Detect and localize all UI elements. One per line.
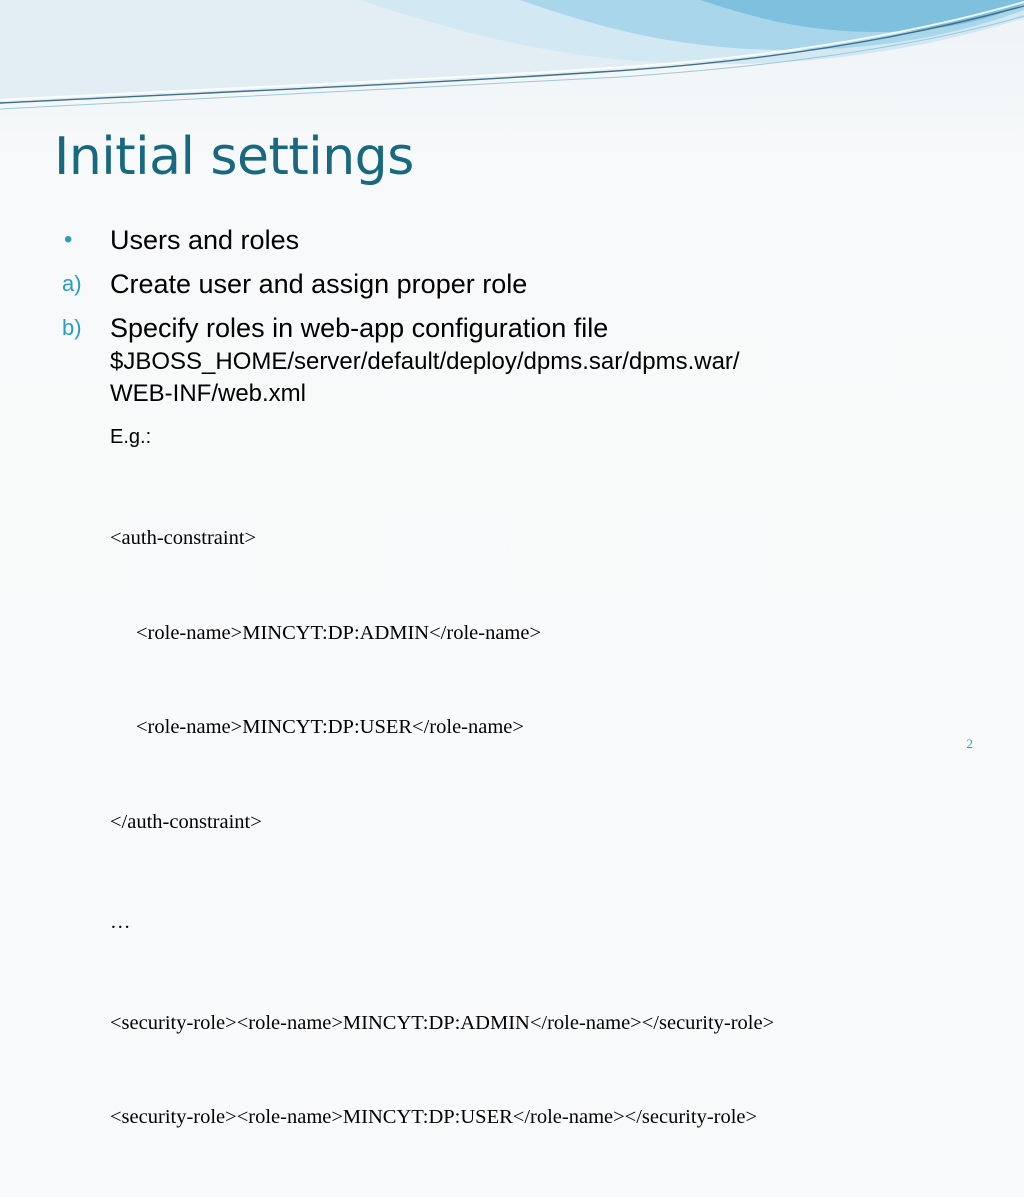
- list-marker-a: a): [62, 271, 82, 296]
- file-path-line-1: $JBOSS_HOME/server/default/deploy/dpms.sar/dpms.war/: [110, 348, 740, 375]
- list-item: [62, 266, 1002, 302]
- code-line: <security-role><role-name>MINCYT:DP:USER</role-name></security-role>: [110, 1106, 758, 1128]
- code-line: </auth-constraint>: [110, 810, 262, 833]
- list-marker-b: b): [62, 315, 82, 340]
- example-label: E.g.:: [110, 426, 152, 448]
- file-path-line-2: WEB-INF/web.xml: [110, 380, 307, 407]
- code-line: <security-role><role-name>MINCYT:DP:ADMIN</role-name></security-role>: [110, 1011, 775, 1034]
- list-item: [62, 222, 1002, 258]
- header-wave-decoration: [0, 0, 1024, 130]
- list-item-text: Specify roles in web-app configuration file: [110, 313, 609, 343]
- slide-body: [62, 222, 1002, 1197]
- bullet-marker: •: [64, 226, 73, 253]
- page-number: 2: [966, 736, 973, 751]
- code-line: <auth-constraint>: [110, 527, 257, 549]
- list-item: [62, 310, 1002, 410]
- xml-code-block: [110, 460, 1002, 1197]
- code-line: <role-name>MINCYT:DP:ADMIN</role-name>: [136, 621, 542, 644]
- list-item-text: Users and roles: [110, 225, 300, 255]
- list-item-text: Create user and assign proper role: [110, 269, 528, 299]
- code-ellipsis: …: [110, 911, 131, 933]
- code-line: <role-name>MINCYT:DP:USER</role-name>: [136, 716, 524, 738]
- slide-title: Initial settings: [54, 127, 414, 187]
